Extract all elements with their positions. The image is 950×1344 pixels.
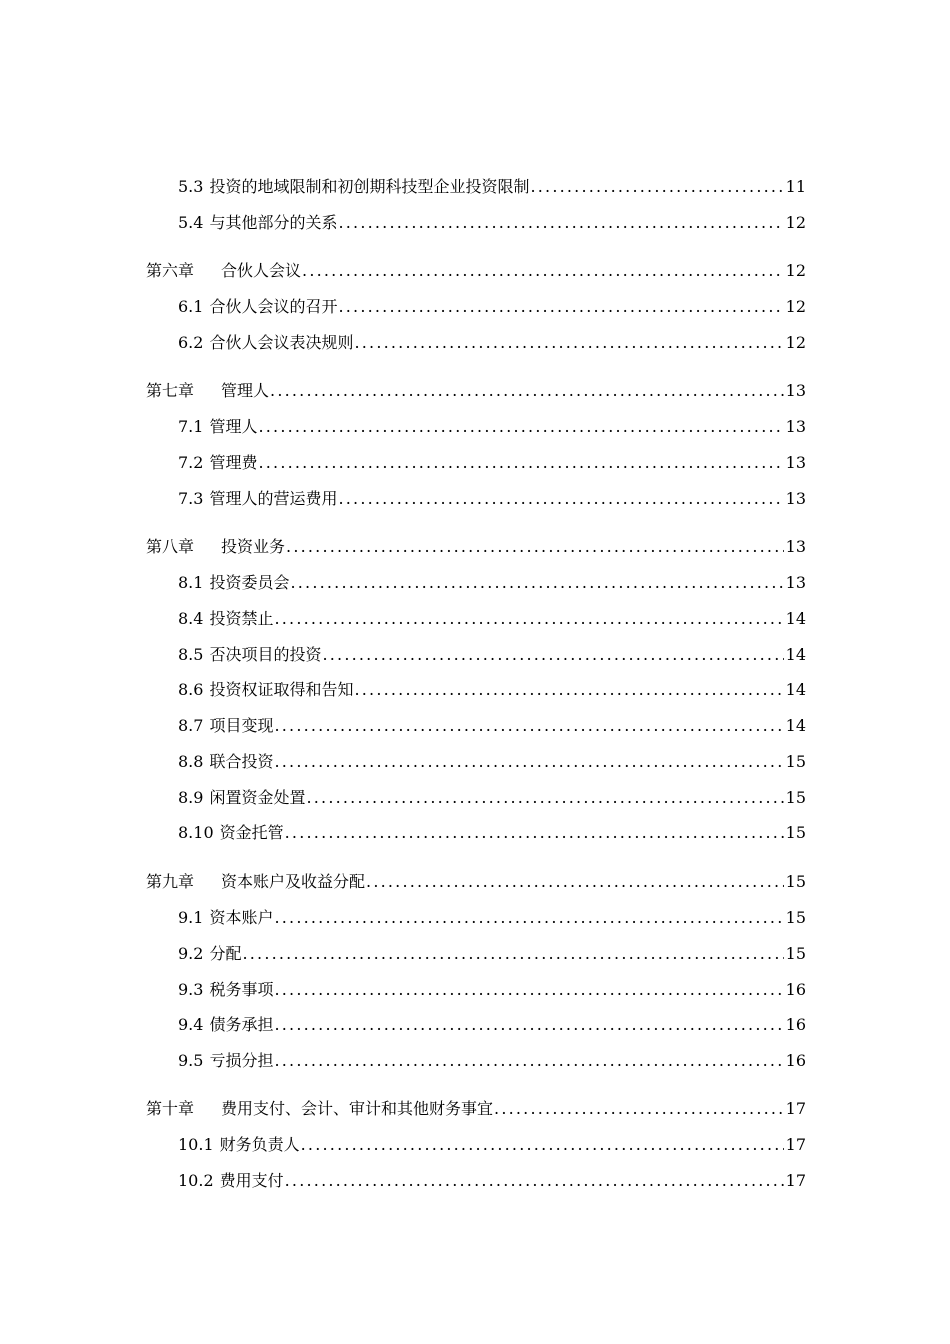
toc-entry-page: 17 [785,1099,806,1118]
toc-entry-page: 17 [785,1171,806,1190]
toc-entry-9-2[interactable] [178,943,806,965]
toc-chapter-8[interactable] [146,536,806,558]
dot-leader [258,416,783,438]
toc-entry-7-1[interactable] [178,416,806,438]
toc-entry-page: 12 [785,333,806,352]
toc-entry-page: 13 [785,453,806,472]
toc-entry-number: 9.2 [178,944,204,963]
toc-entry-page: 17 [785,1135,806,1154]
dot-leader [338,212,783,234]
toc-entry-title: 税务事项 [209,980,274,999]
toc-entry-title: 分配 [209,944,242,963]
toc-entry-10-1[interactable] [178,1134,806,1156]
toc-entry-7-3[interactable] [178,488,806,510]
toc-entry-page: 13 [785,537,806,556]
toc-entry-number: 9.4 [178,1015,204,1034]
toc-chapter-number: 第八章 [146,537,195,556]
toc-entry-title: 费用支付 [219,1171,284,1190]
dot-leader [366,871,784,893]
toc-entry-title: 投资的地域限制和初创期科技型企业投资限制 [209,177,530,196]
toc-entry-title: 资本账户 [209,908,274,927]
toc-chapter-title: 管理人 [221,381,270,400]
toc-entry-number: 10.1 [178,1135,214,1154]
dot-leader [258,452,783,474]
dot-leader [270,380,784,402]
toc-entry-page: 14 [785,609,806,628]
toc-entry-number: 8.1 [178,573,204,592]
dot-leader [338,488,783,510]
toc-entry-title: 否决项目的投资 [209,645,322,664]
toc-entry-number: 8.7 [178,716,204,735]
toc-entry-title: 投资委员会 [209,573,290,592]
toc-entry-page: 15 [785,752,806,771]
dot-leader [306,787,783,809]
toc-entry-8-10[interactable] [178,822,806,844]
dot-leader [274,1014,783,1036]
dot-leader [302,260,784,282]
toc-chapter-6[interactable] [146,260,806,282]
toc-chapter-9[interactable] [146,871,806,893]
toc-entry-page: 12 [785,261,806,280]
toc-entry-8-9[interactable] [178,787,806,809]
dot-leader [274,907,783,929]
toc-entry-number: 10.2 [178,1171,214,1190]
toc-entry-8-6[interactable] [178,679,806,701]
toc-entry-page: 15 [785,788,806,807]
toc-entry-page: 13 [785,381,806,400]
toc-entry-9-1[interactable] [178,907,806,929]
dot-leader [242,943,783,965]
toc-entry-number: 9.1 [178,908,204,927]
toc-entry-number: 8.5 [178,645,204,664]
toc-entry-number: 9.5 [178,1051,204,1070]
toc-entry-number: 9.3 [178,980,204,999]
toc-entry-9-3[interactable] [178,979,806,1001]
toc-entry-number: 8.8 [178,752,204,771]
dot-leader [274,979,783,1001]
dot-leader [290,572,783,594]
toc-entry-page: 16 [785,1051,806,1070]
toc-chapter-number: 第十章 [146,1099,195,1118]
toc-chapter-7[interactable] [146,380,806,402]
toc-entry-8-1[interactable] [178,572,806,594]
toc-entry-page: 16 [785,1015,806,1034]
toc-entry-number: 7.2 [178,453,204,472]
toc-entry-title: 项目变现 [209,716,274,735]
toc-entry-title: 管理费 [209,453,258,472]
toc-entry-page: 11 [785,177,806,196]
toc-entry-title: 管理人的营运费用 [209,489,338,508]
toc-entry-5-3[interactable] [178,176,806,198]
dot-leader [354,332,783,354]
dot-leader [285,822,784,844]
toc-entry-number: 8.10 [178,823,214,842]
toc-entry-page: 16 [785,980,806,999]
toc-chapter-number: 第七章 [146,381,195,400]
toc-chapter-title: 资本账户及收益分配 [221,872,366,891]
toc-entry-number: 5.3 [178,177,204,196]
toc-chapter-title: 投资业务 [221,537,286,556]
toc-entry-title: 财务负责人 [219,1135,300,1154]
toc-entry-9-4[interactable] [178,1014,806,1036]
toc-entry-6-1[interactable] [178,296,806,318]
toc-entry-number: 8.9 [178,788,204,807]
dot-leader [285,1170,784,1192]
toc-entry-page: 12 [785,297,806,316]
toc-entry-6-2[interactable] [178,332,806,354]
toc-entry-title: 投资权证取得和告知 [209,680,354,699]
toc-entry-page: 14 [785,645,806,664]
dot-leader [494,1098,784,1120]
toc-entry-10-2[interactable] [178,1170,806,1192]
toc-entry-page: 15 [785,823,806,842]
dot-leader [354,679,783,701]
toc-entry-number: 6.2 [178,333,204,352]
toc-entry-8-7[interactable] [178,715,806,737]
toc-entry-number: 6.1 [178,297,204,316]
toc-entry-number: 5.4 [178,213,204,232]
dot-leader [301,1134,784,1156]
dot-leader [338,296,783,318]
toc-entry-number: 8.4 [178,609,204,628]
toc-entry-title: 债务承担 [209,1015,274,1034]
dot-leader [286,536,784,558]
dot-leader [274,751,783,773]
toc-entry-title: 合伙人会议表决规则 [209,333,354,352]
toc-entry-number: 7.3 [178,489,204,508]
toc-entry-5-4[interactable] [178,212,806,234]
toc-entry-number: 8.6 [178,680,204,699]
toc-entry-page: 13 [785,417,806,436]
toc-entry-page: 15 [785,872,806,891]
dot-leader [530,176,783,198]
toc-entry-page: 13 [785,573,806,592]
toc-entry-title: 亏损分担 [209,1051,274,1070]
dot-leader [274,608,783,630]
toc-entry-title: 资金托管 [219,823,284,842]
toc-entry-number: 7.1 [178,417,204,436]
toc-entry-8-4[interactable] [178,608,806,630]
toc-entry-title: 合伙人会议的召开 [209,297,338,316]
toc-entry-page: 15 [785,908,806,927]
dot-leader [274,715,783,737]
toc-chapter-title: 合伙人会议 [221,261,302,280]
toc-entry-title: 管理人 [209,417,258,436]
toc-entry-8-5[interactable] [178,644,806,666]
toc-entry-page: 12 [785,213,806,232]
toc-entry-title: 联合投资 [209,752,274,771]
toc-entry-title: 投资禁止 [209,609,274,628]
toc-entry-page: 14 [785,716,806,735]
toc-entry-page: 15 [785,944,806,963]
toc-chapter-number: 第九章 [146,872,195,891]
toc-entry-page: 13 [785,489,806,508]
toc-entry-title: 闲置资金处置 [209,788,306,807]
toc-entry-7-2[interactable] [178,452,806,474]
toc-chapter-10[interactable] [146,1098,806,1120]
toc-entry-title: 与其他部分的关系 [209,213,338,232]
toc-chapter-title: 费用支付、会计、审计和其他财务事宜 [221,1099,494,1118]
dot-leader [322,644,783,666]
toc-entry-8-8[interactable] [178,751,806,773]
toc-chapter-number: 第六章 [146,261,195,280]
toc-entry-page: 14 [785,680,806,699]
dot-leader [274,1050,783,1072]
toc-entry-9-5[interactable] [178,1050,806,1072]
